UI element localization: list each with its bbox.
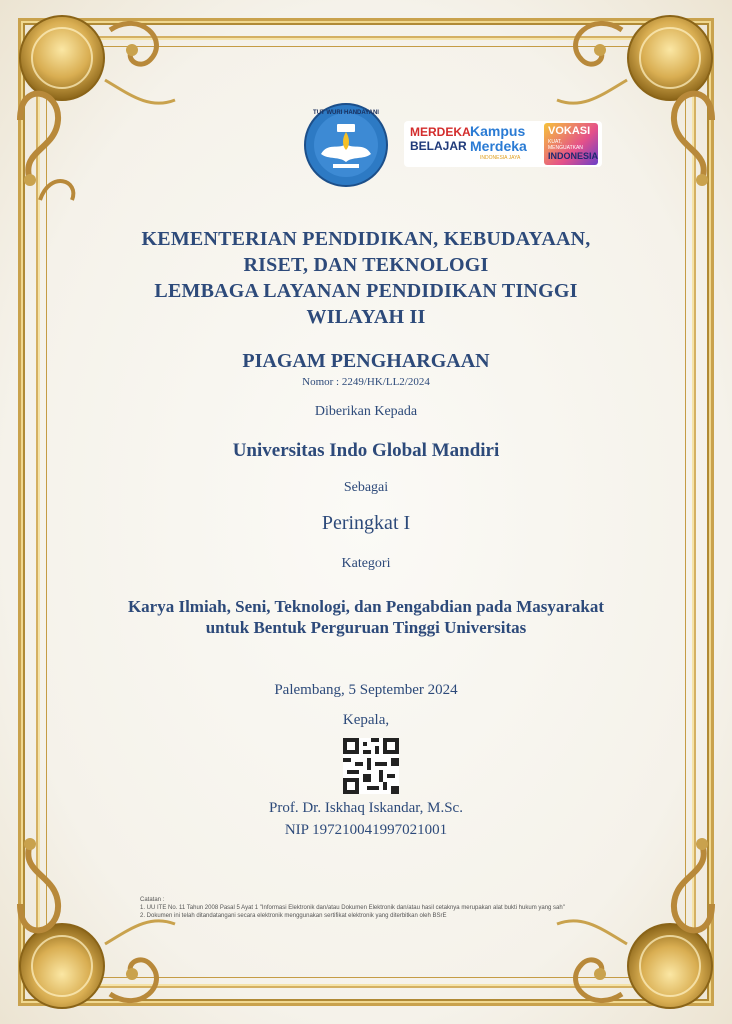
- kampus-text: Kampus: [470, 123, 526, 139]
- tut-wuri-text: TUT WURI HANDAYANI: [313, 110, 379, 116]
- recipient-name: Universitas Indo Global Mandiri: [232, 440, 500, 461]
- header-line-3: LEMBAGA LAYANAN PENDIDIKAN TINGGI: [154, 280, 578, 302]
- given-to-label: Diberikan Kepada: [314, 404, 418, 419]
- signatory-name: Prof. Dr. Iskhaq Iskandar, M.Sc.: [269, 800, 463, 816]
- header-line-4: WILAYAH II: [306, 306, 426, 328]
- vokasi-text: VOKASI: [548, 125, 591, 137]
- vokasi-country-text: INDONESIA: [548, 151, 599, 161]
- corner-ornament-top-left: [0, 0, 190, 220]
- certificate-title: PIAGAM PENGHARGAAN: [242, 350, 490, 372]
- place-date: Palembang, 5 September 2024: [274, 682, 458, 698]
- signatory-role: Kepala,: [342, 712, 390, 728]
- header-line-2: RISET, DAN TEKNOLOGI: [243, 254, 489, 276]
- corner-ornament-top-right: [542, 0, 732, 220]
- category-label: Kategori: [341, 556, 391, 571]
- tut-wuri-handayani-logo: [303, 102, 389, 188]
- header-line-1: KEMENTERIAN PENDIDIKAN, KEBUDAYAAN,: [141, 228, 591, 250]
- category-text: [0, 596, 732, 638]
- merdeka-logos-strip: [404, 121, 602, 167]
- kampus-sub-text: INDONESIA JAYA: [480, 155, 521, 161]
- signatory-nip: NIP 197210041997021001: [284, 822, 448, 838]
- footnote: [140, 896, 660, 920]
- category-line-2: untuk Bentuk Perguruan Tinggi Universitas: [205, 618, 527, 637]
- as-label: Sebagai: [343, 480, 389, 495]
- ministry-header: [0, 226, 732, 330]
- certificate-number: Nomor : 2249/HK/LL2/2024: [302, 376, 430, 388]
- footnote-item-2: 2. Dokumen ini telah ditandatangani secara elektronik menggunakan sertifikat elektronik yang diterbitkan oleh BSrE: [140, 913, 447, 919]
- qr-code-signature: [343, 738, 399, 794]
- merdeka-text: MERDEKA: [410, 125, 471, 139]
- vokasi-sub-text: KUAT, MENGUATKAN: [548, 139, 583, 151]
- belajar-text: BELAJAR: [410, 139, 467, 153]
- category-line-1: Karya Ilmiah, Seni, Teknologi, dan Pengabdian pada Masyarakat: [127, 597, 605, 616]
- vokasi-logo: [544, 123, 598, 165]
- rank-text: Peringkat I: [321, 512, 411, 534]
- kampus-merdeka-text: Merdeka: [470, 138, 527, 154]
- footnote-label: Catatan :: [140, 897, 165, 903]
- footnote-item-1: 1. UU ITE No. 11 Tahun 2008 Pasal 5 Ayat 1 "Informasi Elektronik dan/atau Dokumen Elektronik dan/atau hasil cetaknya merupakan alat bukti hukum yang sah": [140, 905, 565, 911]
